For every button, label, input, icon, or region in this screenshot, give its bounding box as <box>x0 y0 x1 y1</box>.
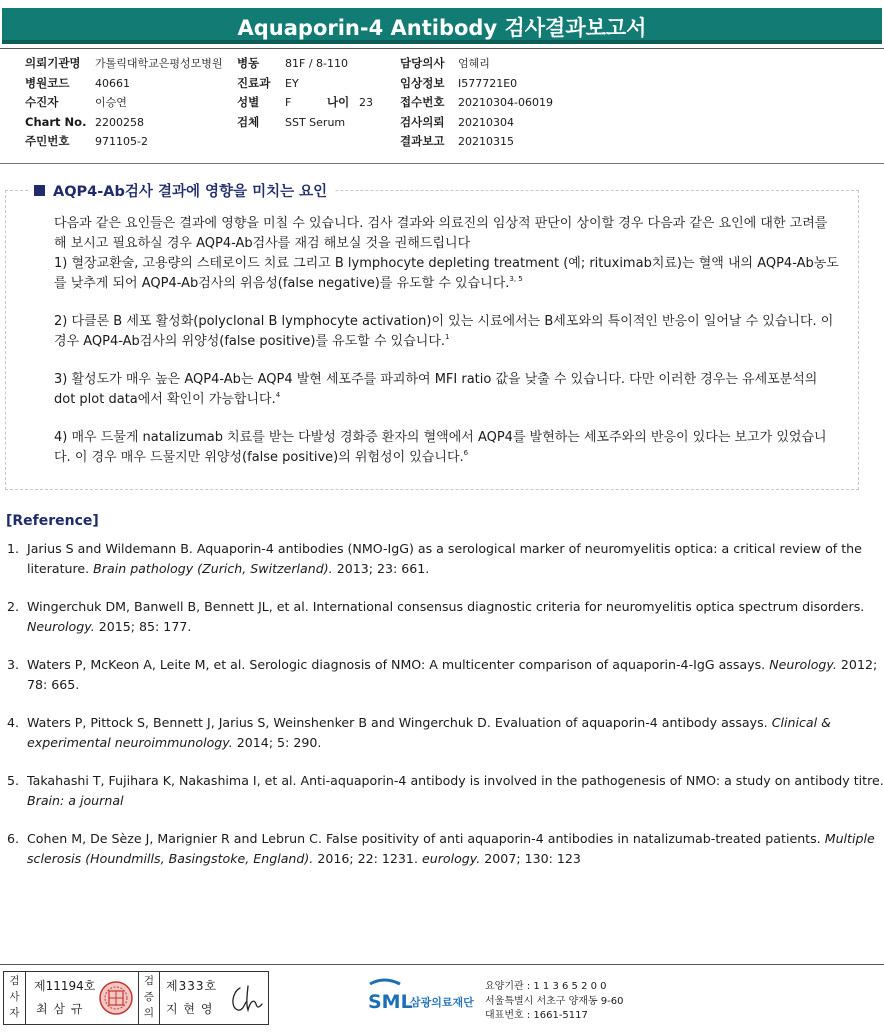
checker-label-text: 검증의 <box>143 975 155 1019</box>
report-title: Aquaporin-4 Antibody 검사결과보고서 <box>237 16 647 40</box>
info-label: 주민번호 <box>25 134 70 148</box>
factor-item-text: 1) 혈장교환술, 고용량의 스테로이드 치료 그리고 B lymphocyte depleting treatment (예; rituximab치료)는 혈액 내의 AQP4-Ab농도를 낮추게 되어 AQP4-Ab검사의 위음성(false negative)를 유도할 수 있습니다. <box>54 256 839 291</box>
divider <box>0 964 884 965</box>
reference-item <box>7 655 884 695</box>
reference-text: Cohen M, De Sèze J, Marignier R and Lebrun C. False positivity of anti aquaporin-4 antibodies in natalizumab-treated patients. <box>27 831 821 846</box>
reference-number: 2. <box>7 599 20 614</box>
info-value: 20210304-06019 <box>458 96 553 109</box>
factor-item <box>54 428 840 468</box>
reference-text: Takahashi T, Fujihara K, Nakashima I, et al. Anti-aquaporin-4 antibody is involved in the pathogenesis of NMO: a study on antibody titre. <box>27 773 884 788</box>
info-label: 담당의사 <box>400 56 445 70</box>
info-value: F <box>285 96 292 109</box>
checker-license: 제333호 <box>166 979 218 993</box>
org-code: 요양기관 : 1 1 3 6 5 2 0 0 <box>485 981 607 992</box>
org-address: 서울특별시 서초구 양재동 9-60 <box>485 995 624 1007</box>
references-heading: [Reference] <box>6 513 99 529</box>
reference-tail: 2013; 23: 661. <box>336 561 430 576</box>
factors-heading-text: AQP4-Ab검사 결과에 영향을 미치는 요인 <box>53 184 328 200</box>
patient-info-col1 <box>25 54 223 152</box>
reference-journal: Neurology. <box>27 619 95 634</box>
info-label: 검체 <box>237 114 260 129</box>
org-phone: 대표번호 : 1661-5117 <box>485 1010 588 1021</box>
reference-journal: eurology. <box>421 851 481 866</box>
info-value: 971105-2 <box>95 135 148 148</box>
info-label-age: 나이 <box>327 95 350 109</box>
reference-journal: Multiple sclerosis (Houndmills, Basingstoke, England). <box>27 831 875 866</box>
signature-box <box>3 971 269 1025</box>
info-value: 2200258 <box>95 115 144 129</box>
reference-journal: Brain: a journal <box>27 793 124 808</box>
reference-number: 1. <box>7 541 20 556</box>
square-bullet-icon <box>34 185 45 196</box>
report-title-bar <box>2 8 882 44</box>
factor-item <box>54 370 840 410</box>
info-value: EY <box>285 76 299 90</box>
factor-item <box>54 254 840 294</box>
reference-number: 3. <box>7 657 20 672</box>
sml-logo <box>366 978 478 1018</box>
reference-item <box>7 713 884 753</box>
checker-name: 지 현 영 <box>166 1002 214 1016</box>
factors-text <box>54 214 840 468</box>
factor-item-text: 2) 다클론 B 세포 활성화(polyclonal B lymphocyte activation)이 있는 시료에서는 B세포와의 특이적인 반응이 일어날 수 있습니다. 이 경우 AQP4-Ab검사의 위양성(false positive)를 유도할 수 있습니다. <box>54 314 834 349</box>
examiner-license: 제11194호 <box>34 979 96 993</box>
info-value: I577721E0 <box>458 76 518 90</box>
signature-icon <box>226 982 264 1016</box>
info-value: 이승연 <box>95 96 127 109</box>
reference-tail: 2015; 85: 177. <box>98 619 192 634</box>
info-value: 가톨릭대학교은평성모병원 <box>95 57 223 70</box>
info-value: 40661 <box>95 76 130 90</box>
examiner-label <box>4 972 26 1024</box>
reference-journal: Clinical & experimental neuroimmunology. <box>27 715 831 750</box>
info-label: Chart No. <box>25 114 87 129</box>
factor-item-sup: 1 <box>445 333 450 341</box>
references-list <box>7 539 884 869</box>
reference-text: Jarius S and Wildemann B. Aquaporin-4 antibodies (NMO-IgG) as a serological marker of neuromyelitis optica: a critical review of the literature. <box>27 541 862 576</box>
info-value: SST Serum <box>285 115 346 129</box>
factor-item-text: 3) 활성도가 매우 높은 AQP4-Ab는 AQP4 발현 세포주를 파괴하여 MFI ratio 값을 낮출 수 있습니다. 다만 이러한 경우는 유세포분석의 dot plot data에서 확인이 가능합니다. <box>54 372 818 407</box>
reference-number: 4. <box>7 715 20 730</box>
patient-info-col3 <box>400 54 553 152</box>
reference-item <box>7 771 884 811</box>
info-label: 병원코드 <box>25 75 70 90</box>
reference-text: Wingerchuk DM, Banwell B, Bennett JL, et al. International consensus diagnostic criteria for neuromyelitis optica spectrum disorders. <box>27 599 865 614</box>
factors-intro: 다음과 같은 요인들은 결과에 영향을 미칠 수 있습니다. 검사 결과와 의료진의 임상적 판단이 상이할 경우 다음과 같은 요인에 대한 고려를 해 보시고 필요하실 경우 AQP4-Ab검사를 재검 해보실 것을 권해드립니다 <box>54 216 828 251</box>
factor-item-sup: 3, 5 <box>509 275 523 283</box>
reference-item <box>7 539 884 579</box>
info-value: 20210315 <box>458 135 514 148</box>
info-label: 임상정보 <box>400 75 445 90</box>
info-value-age: 23 <box>359 96 373 109</box>
reference-journal: Brain pathology (Zurich, Switzerland). <box>93 561 333 576</box>
factor-item-text: 4) 매우 드물게 natalizumab 치료를 받는 다발성 경화증 환자의 혈액에서 AQP4를 발현하는 세포주와의 반응이 있다는 보고가 있었습니다. 이 경우 매우 드물지만 위양성(false positive)의 위험성이 있습니다. <box>54 430 827 465</box>
reference-number: 5. <box>7 773 20 788</box>
org-name: 삼광의료재단 <box>410 996 474 1009</box>
divider <box>0 163 884 164</box>
reference-item <box>7 597 884 637</box>
checker-label <box>138 972 160 1024</box>
info-value: 엄혜리 <box>458 57 490 70</box>
info-label: 의뢰기관명 <box>25 56 81 70</box>
info-label: 수진자 <box>25 95 59 109</box>
reference-text: Waters P, McKeon A, Leite M, et al. Serologic diagnosis of NMO: A multicenter comparison of aquaporin-4-IgG assays. <box>27 657 766 672</box>
info-label: 접수번호 <box>400 95 445 109</box>
factor-item <box>54 312 840 352</box>
sml-logo-text: SML <box>368 991 413 1013</box>
examiner-name: 최 삼 규 <box>36 1002 84 1016</box>
reference-tail: 2007; 130: 123 <box>484 851 581 866</box>
info-label: 병동 <box>237 56 260 70</box>
info-label: 진료과 <box>237 75 271 90</box>
reference-journal: Neurology. <box>769 657 837 672</box>
reference-tail: 2012; 78: 665. <box>27 657 878 692</box>
divider <box>0 48 884 49</box>
factor-item-sup: 4 <box>275 391 281 399</box>
reference-text: Waters P, Pittock S, Bennett J, Jarius S, Weinshenker B and Wingerchuk D. Evaluation of aquaporin-4 antibody assays. <box>27 715 768 730</box>
factors-heading <box>28 180 335 201</box>
official-seal-icon <box>98 980 134 1016</box>
info-value: 20210304 <box>458 115 514 129</box>
factor-item-sup: 6 <box>463 449 469 457</box>
info-label: 결과보고 <box>400 134 445 148</box>
patient-info-col2 <box>237 54 373 132</box>
org-info <box>485 980 624 1024</box>
reference-item <box>7 829 884 869</box>
examiner-label-text: 검사자 <box>9 975 20 1019</box>
reference-tail: 2016; 22: 1231. <box>317 851 418 866</box>
reference-tail: 2014; 5: 290. <box>236 735 322 750</box>
reference-number: 6. <box>7 831 20 846</box>
info-label: 성별 <box>237 95 260 109</box>
info-value: 81F / 8-110 <box>285 57 348 70</box>
info-label: 검사의뢰 <box>400 114 445 129</box>
